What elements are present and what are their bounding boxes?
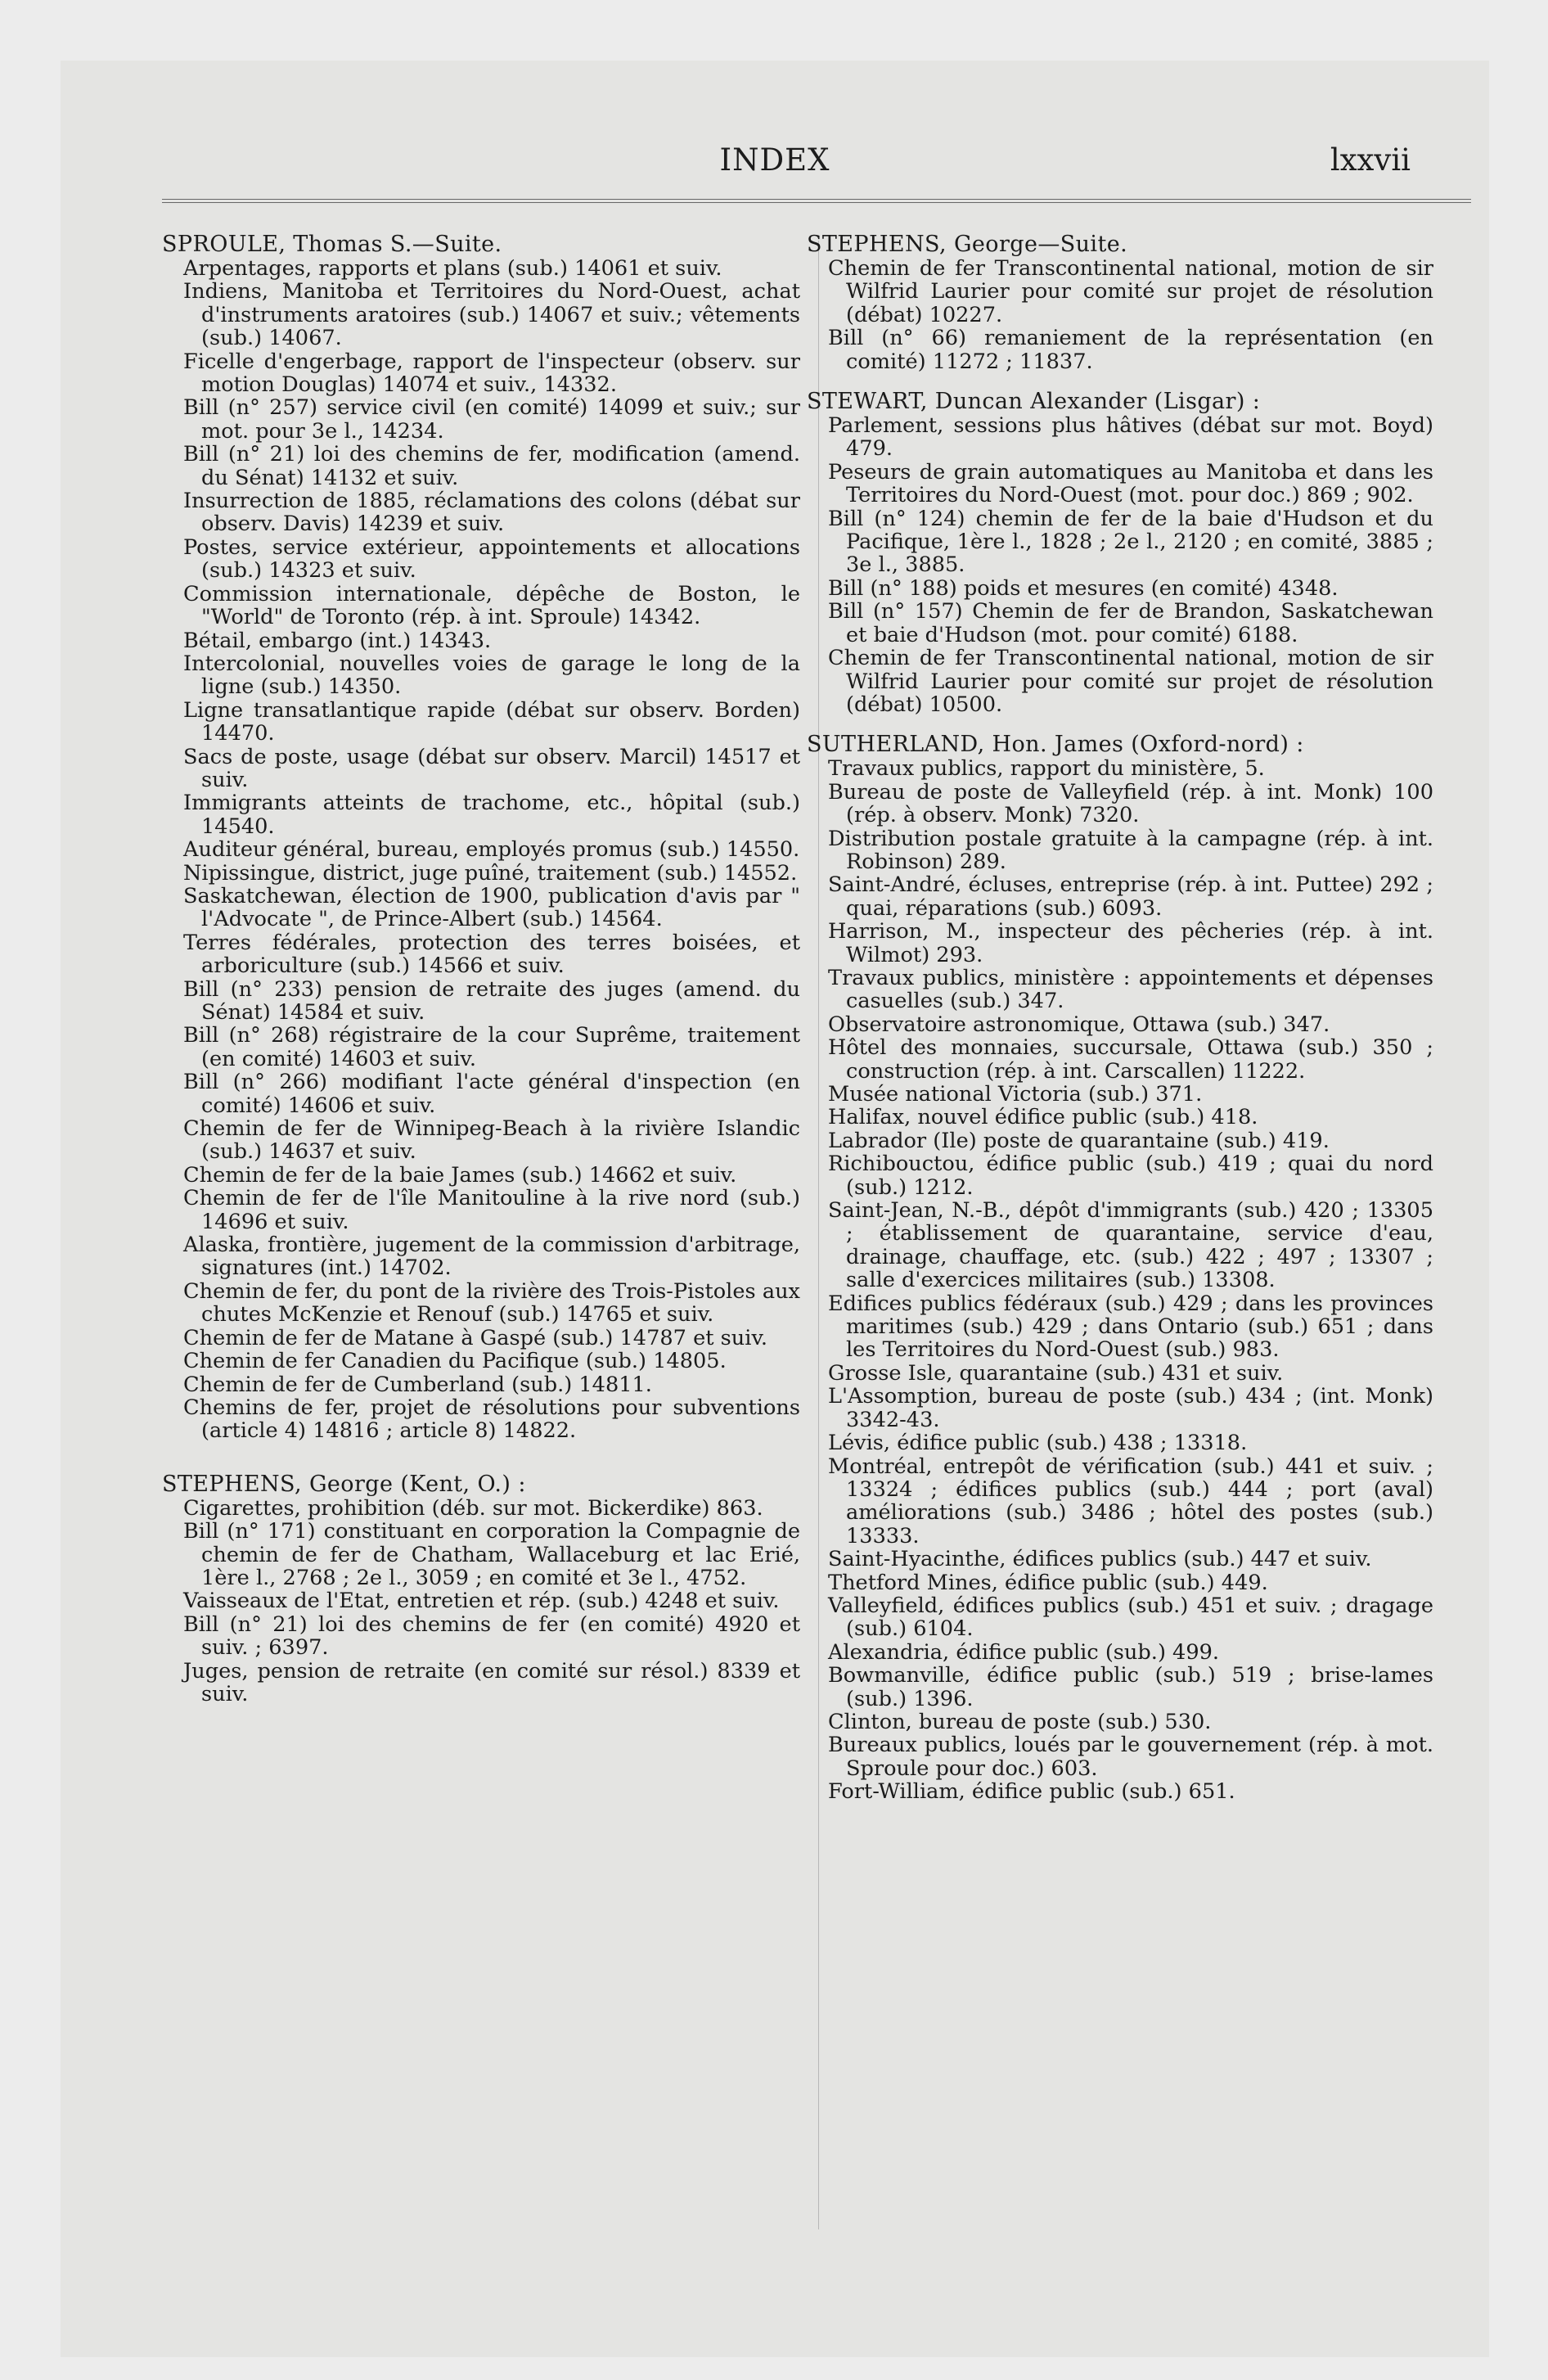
entry-list [807,414,1433,716]
index-entry: Vaisseaux de l'Etat, entretien et rép. (sub.) 4248 et suiv. [183,1589,780,1614]
page-header [61,142,1489,192]
index-entry: Bill (n° 21) loi des chemins de fer (en comité) 4920 et suiv. ; 6397. [183,1611,800,1661]
index-entry: Chemin de fer Canadien du Pacifique (sub.) 14805. [183,1349,727,1374]
index-entry: Bétail, embargo (int.) 14343. [183,628,492,653]
index-entry: Chemin de fer Transcontinental national, motion de sir Wilfrid Laurier pour comité sur projet de résolution (débat) 10227. [828,256,1433,327]
index-entry: Chemin de fer de la baie James (sub.) 14662 et suiv. [183,1162,737,1188]
index-page [61,61,1489,2357]
index-entry: Lévis, édifice public (sub.) 438 ; 13318. [828,1431,1248,1456]
index-entry: Parlement, sessions plus hâtives (débat sur mot. Boyd) 479. [828,413,1433,462]
index-entry: Bill (n° 171) constituant en corporation la Compagnie de chemin de fer de Chatham, Wallaceburg et lac Erié, 1ère l., 2768 ; 2e l., 3059 ; en comité et 3e l., 4752. [183,1519,800,1590]
index-entry: Distribution postale gratuite à la campagne (rép. à int. Robinson) 289. [828,826,1433,874]
index-entry: Immigrants atteints de trachome, etc., hôpital (sub.) 14540. [183,791,800,839]
index-entry: Sacs de poste, usage (débat sur observ. Marcil) 14517 et suiv. [183,744,800,792]
index-entry: Hôtel des monnaies, succursale, Ottawa (sub.) 350 ; construction (rép. à int. Carscallen) 11222. [828,1035,1433,1084]
index-entry: Saskatchewan, élection de 1900, publication d'avis par " l'Advocate ", de Prince-Albert (sub.) 14564. [183,883,800,932]
section-heading: STEPHENS, George—Suite. [807,232,1128,257]
section-heading: SUTHERLAND, Hon. James (Oxford-nord) : [807,732,1304,758]
index-section [162,1472,800,1706]
index-entry: L'Assomption, bureau de poste (sub.) 434 ; (int. Monk) 3342-43. [828,1384,1433,1432]
index-entry: Auditeur général, bureau, employés promus (sub.) 14550. [183,837,800,863]
index-section [807,390,1433,716]
index-entry: Bill (n° 157) Chemin de fer de Brandon, Saskatchewan et baie d'Hudson (mot. pour comité) 6188. [828,599,1433,647]
entry-list [807,257,1433,373]
index-entry: Bowmanville, édifice public (sub.) 519 ; brise-lames (sub.) 1396. [828,1663,1433,1711]
index-entry: Labrador (Ile) poste de quarantaine (sub.) 419. [828,1128,1330,1153]
index-entry: Nipissingue, district, juge puîné, traitement (sub.) 14552. [183,860,798,886]
section-heading: STEWART, Duncan Alexander (Lisgar) : [807,389,1261,415]
index-section [807,232,1433,373]
index-entry: Saint-Jean, N.-B., dépôt d'immigrants (sub.) 420 ; 13305 ; établissement de quarantaine, service d'eau, drainage, chauffage, etc. (sub.) 422 ; 497 ; 13307 ; salle d'exercices militaires (sub.) 13308. [828,1198,1433,1293]
entry-list [162,1497,800,1706]
section-heading: STEPHENS, George (Kent, O.) : [162,1471,526,1497]
index-section [162,232,800,1443]
index-entry: Intercolonial, nouvelles voies de garage le long de la ligne (sub.) 14350. [183,651,800,700]
index-entry: Edifices publics fédéraux (sub.) 429 ; dans les provinces maritimes (sub.) 429 ; dans Ontario (sub.) 651 ; dans les Territoires du Nord-Ouest (sub.) 983. [828,1291,1433,1363]
header-rule [162,199,1471,203]
index-entry: Bill (n° 21) loi des chemins de fer, modification (amend. du Sénat) 14132 et suiv. [183,442,800,490]
index-entry: Bill (n° 124) chemin de fer de la baie d'Hudson et du Pacifique, 1ère l., 1828 ; 2e l., 2120 ; en comité, 3885 ; 3e l., 3885. [828,506,1433,578]
index-entry: Terres fédérales, protection des terres boisées, et arboriculture (sub.) 14566 et suiv. [183,930,800,979]
index-entry: Observatoire astronomique, Ottawa (sub.) 347. [828,1012,1330,1037]
index-entry: Chemin de fer de Cumberland (sub.) 14811. [183,1372,652,1397]
index-entry: Travaux publics, ministère : appointements et dépenses casuelles (sub.) 347. [828,965,1433,1014]
index-entry: Fort-William, édifice public (sub.) 651. [828,1779,1235,1805]
index-section [807,732,1433,1803]
index-entry: Chemin de fer de l'île Manitouline à la rive nord (sub.) 14696 et suiv. [183,1186,800,1234]
index-entry: Arpentages, rapports et plans (sub.) 14061 et suiv. [183,256,722,281]
index-entry: Thetford Mines, édifice public (sub.) 449. [828,1570,1268,1595]
index-entry: Montréal, entrepôt de vérification (sub.) 441 et suiv. ; 13324 ; édifices publics (sub.) 444 ; port (aval) améliorations (sub.) 3486 ; hôtel des postes (sub.) 13333. [828,1454,1433,1548]
index-entry: Chemin de fer Transcontinental national, motion de sir Wilfrid Laurier pour comité sur projet de résolution (débat) 10500. [828,646,1433,717]
index-entry: Insurrection de 1885, réclamations des colons (débat sur observ. Davis) 14239 et suiv. [183,489,800,537]
index-entry: Saint-Hyacinthe, édifices publics (sub.) 447 et suiv. [828,1547,1372,1572]
index-entry: Alaska, frontière, jugement de la commission d'arbitrage, signatures (int.) 14702. [183,1233,800,1281]
entry-list [162,257,800,1443]
entry-list [807,757,1433,1803]
index-entry: Bill (n° 188) poids et mesures (en comité) 4348. [828,575,1339,601]
index-entry: Richibouctou, édifice public (sub.) 419 ; quai du nord (sub.) 1212. [828,1152,1433,1200]
index-entry: Juges, pension de retraite (en comité sur résol.) 8339 et suiv. [183,1658,800,1706]
index-entry: Bureau de poste de Valleyfield (rép. à int. Monk) 100 (rép. à observ. Monk) 7320. [828,779,1433,828]
index-entry: Ficelle d'engerbage, rapport de l'inspecteur (observ. sur motion Douglas) 14074 et suiv., 14332. [183,349,800,398]
index-entry: Bill (n° 266) modifiant l'acte général d'inspection (en comité) 14606 et suiv. [183,1070,800,1118]
index-entry: Ligne transatlantique rapide (débat sur observ. Borden) 14470. [183,697,800,746]
index-entry: Chemins de fer, projet de résolutions pour subventions (article 4) 14816 ; article 8) 14822. [183,1395,800,1444]
index-entry: Clinton, bureau de poste (sub.) 530. [828,1709,1212,1734]
index-entry: Alexandria, édifice public (sub.) 499. [828,1639,1220,1665]
page-title: INDEX [719,142,830,178]
index-entry: Chemin de fer de Matane à Gaspé (sub.) 14787 et suiv. [183,1325,767,1350]
index-entry: Bill (n° 233) pension de retraite des juges (amend. du Sénat) 14584 et suiv. [183,976,800,1025]
index-entry: Bill (n° 66) remaniement de la représentation (en comité) 11272 ; 11837. [828,326,1433,374]
index-entry: Peseurs de grain automatiques au Manitoba et dans les Territoires du Nord-Ouest (mot. pour doc.) 869 ; 902. [828,459,1433,508]
index-entry: Travaux publics, rapport du ministère, 5. [828,756,1265,782]
index-entry: Chemin de fer, du pont de la rivière des Trois-Pistoles aux chutes McKenzie et Renouf (sub.) 14765 et suiv. [183,1278,800,1327]
page-number: lxxvii [1330,142,1411,178]
index-entry: Saint-André, écluses, entreprise (rép. à int. Puttee) 292 ; quai, réparations (sub.) 6093. [828,872,1433,921]
right-column [807,232,1433,1820]
index-entry: Cigarettes, prohibition (déb. sur mot. Bickerdike) 863. [183,1495,763,1521]
index-entry: Bill (n° 268) régistraire de la cour Suprême, traitement (en comité) 14603 et suiv. [183,1023,800,1071]
index-entry: Valleyfield, édifices publics (sub.) 451 et suiv. ; dragage (sub.) 6104. [828,1593,1433,1642]
index-entry: Bureaux publics, loués par le gouvernement (rép. à mot. Sproule pour doc.) 603. [828,1733,1433,1781]
index-entry: Postes, service extérieur, appointements et allocations (sub.) 14323 et suiv. [183,534,800,584]
left-column [162,232,800,1722]
index-entry: Bill (n° 257) service civil (en comité) 14099 et suiv.; sur mot. pour 3e l., 14234. [183,395,800,444]
index-entry: Halifax, nouvel édifice public (sub.) 418. [828,1105,1258,1130]
index-entry: Chemin de fer de Winnipeg-Beach à la rivière Islandic (sub.) 14637 et suiv. [183,1116,800,1165]
index-entry: Harrison, M., inspecteur des pêcheries (rép. à int. Wilmot) 293. [828,919,1433,967]
index-entry: Indiens, Manitoba et Territoires du Nord-Ouest, achat d'instruments aratoires (sub.) 14067 et suiv.; vêtements (sub.) 14067. [183,279,800,351]
index-entry: Commission internationale, dépêche de Boston, le "World" de Toronto (rép. à int. Sproule) 14342. [183,581,800,630]
index-entry: Grosse Isle, quarantaine (sub.) 431 et suiv. [828,1360,1284,1386]
index-entry: Musée national Victoria (sub.) 371. [828,1082,1203,1107]
section-heading: SPROULE, Thomas S.—Suite. [162,232,502,257]
